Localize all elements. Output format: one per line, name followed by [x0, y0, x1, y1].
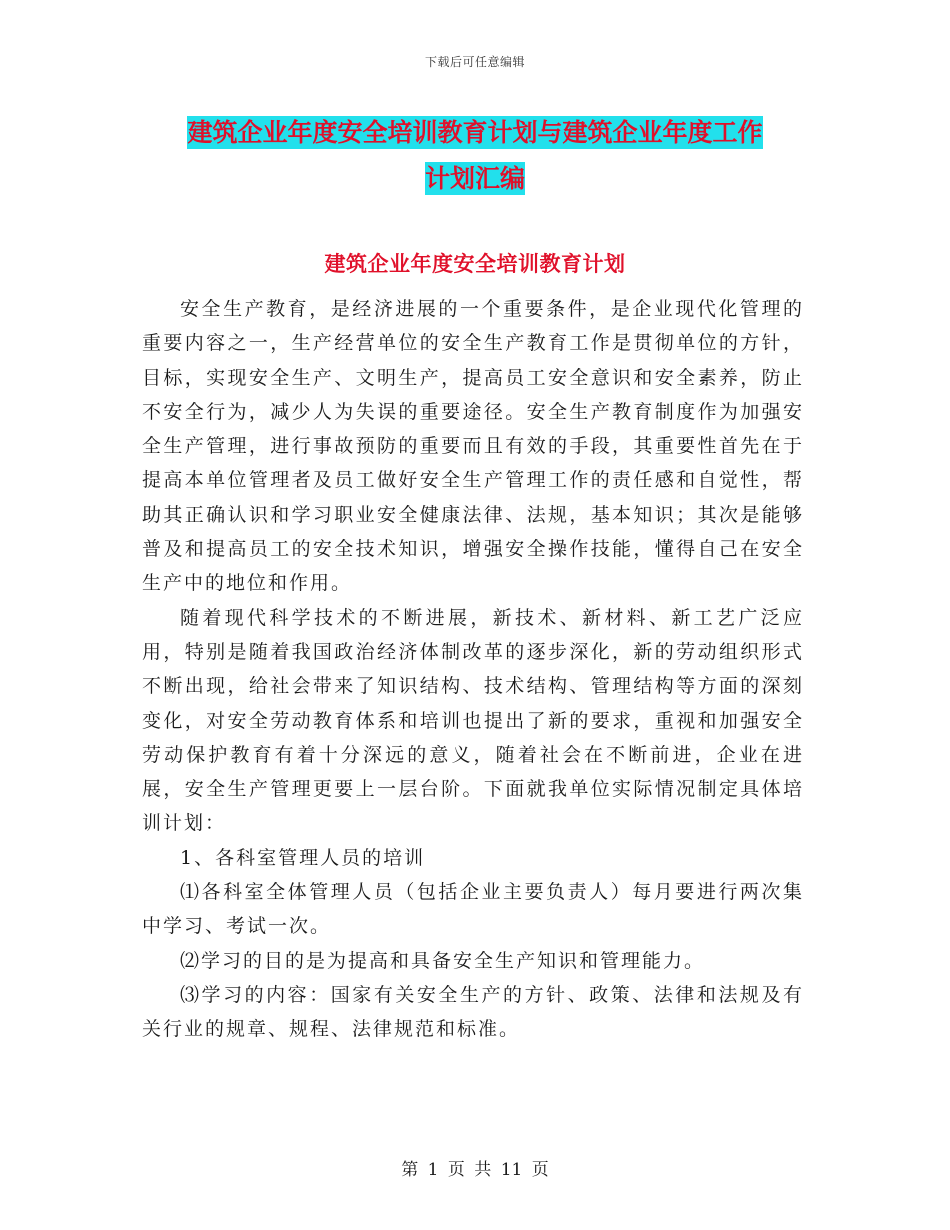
paragraph-background: 随着现代科学技术的不断进展，新技术、新材料、新工艺广泛应用，特别是随着我国政治经济体制改革的逐步深化，新的劳动组织形式不断出现，给社会带来了知识结构、技术结构、管理结构等方面的深刻变化，对安全劳动教育体系和培训也提出了新的要求，重视和加强安全劳动保护教育有着十分深远的意义，随着社会在不断前进，企业在进展，安全生产管理更要上一层台阶。下面就我单位实际情况制定具体培训计划： [142, 606, 804, 835]
list-item-1: ⑴各科室全体管理人员（包括企业主要负责人）每月要进行两次集中学习、考试一次。 [142, 881, 804, 938]
page-number: 第 1 页 共 11 页 [401, 1160, 549, 1180]
document-body [142, 292, 804, 1047]
paragraph-intro: 安全生产教育，是经济进展的一个重要条件，是企业现代化管理的重要内容之一，生产经营单位的安全生产教育工作是贯彻单位的方针，目标，实现安全生产、文明生产，提高员工安全意识和安全素养，防止不安全行为，减少人为失误的重要途径。安全生产教育制度作为加强安全生产管理，进行事故预防的重要而且有效的手段，其重要性首先在于提高本单位管理者及员工做好安全生产管理工作的责任感和自觉性，帮助其正确认识和学习职业安全健康法律、法规，基本知识；其次是能够普及和提高员工的安全技术知识，增强安全操作技能，懂得自己在安全生产中的地位和作用。 [142, 298, 804, 595]
document-title-line-1: 建筑企业年度安全培训教育计划与建筑企业年度工作 [187, 118, 763, 147]
list-heading-management-training: 1、各科室管理人员的培训 [180, 846, 426, 869]
page-header-note: 下载后可任意编辑 [424, 55, 525, 69]
section-title: 建筑企业年度安全培训教育计划 [324, 251, 626, 276]
document-title [140, 110, 810, 202]
document-title-line-2: 计划汇编 [424, 164, 525, 193]
list-item-3: ⑶学习的内容：国家有关安全生产的方针、政策、法律和法规及有关行业的规章、规程、法律规范和标准。 [142, 983, 804, 1041]
list-item-2: ⑵学习的目的是为提高和具备安全生产知识和管理能力。 [180, 949, 706, 972]
